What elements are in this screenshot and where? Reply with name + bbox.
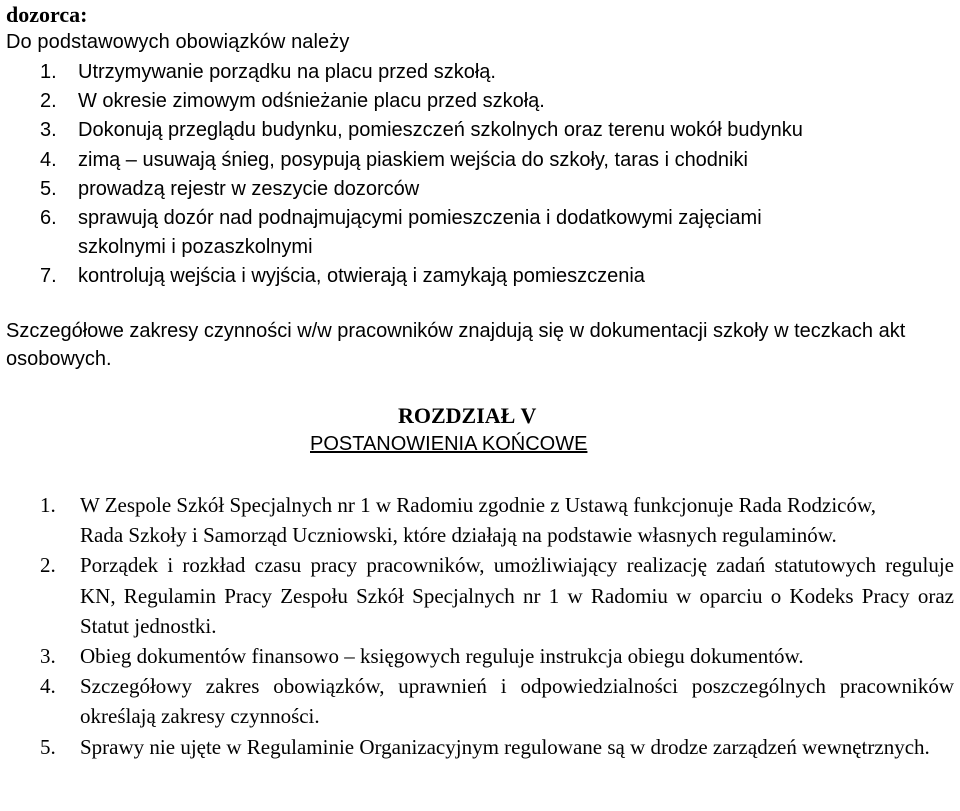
- details-paragraph: Szczegółowe zakresy czynności w/w pracowników znajdują się w dokumentacji szkoły w teczkach akt osobowych.: [6, 320, 906, 370]
- list-item-text: Sprawy nie ujęte w Regulaminie Organizacyjnym regulowane są w drodze zarządzeń wewnętrznych.: [80, 734, 930, 759]
- list-item: [40, 116, 940, 145]
- list-item: [40, 671, 954, 731]
- list-item-text: W okresie zimowym odśnieżanie placu przed szkołą.: [78, 90, 545, 113]
- list-number: 6.: [40, 207, 57, 230]
- list-item: [40, 204, 778, 262]
- list-number: 4.: [40, 674, 56, 699]
- list-item: [40, 262, 940, 291]
- list-number: 2.: [40, 553, 56, 578]
- list-number: 5.: [40, 177, 57, 200]
- list-number: 7.: [40, 265, 57, 288]
- list-number: 4.: [40, 148, 57, 171]
- list-item: [40, 641, 954, 671]
- duties-list: [40, 58, 940, 292]
- duties-intro: Do podstawowych obowiązków należy: [6, 31, 350, 53]
- list-item-text: Dokonują przeglądu budynku, pomieszczeń szkolnych oraz terenu wokół budynku: [78, 119, 803, 142]
- list-item-text: Porządek i rozkład czasu pracy pracowników, umożliwiający realizację zadań statutowych reguluje KN, Regulamin Pracy Zespołu Szkół Specjalnych nr 1 w Radomiu w oparciu o Kodeks Pracy oraz Statut jednostki.: [80, 553, 954, 638]
- list-item-text: W Zespole Szkół Specjalnych nr 1 w Radomiu zgodnie z Ustawą funkcjonuje Rada Rodziców, Rada Szkoły i Samorząd Uczniowski, które działają na podstawie własnych regulaminów.: [80, 493, 877, 548]
- list-item-text: Szczegółowy zakres obowiązków, uprawnień i odpowiedzialności poszczególnych pracowników określają zakresy czynności.: [80, 674, 954, 729]
- chapter-subtitle: POSTANOWIENIA KOŃCOWE: [310, 433, 588, 455]
- list-item-text: Utrzymywanie porządku na placu przed szkołą.: [78, 61, 496, 83]
- list-number: 1.: [40, 493, 56, 517]
- list-number: 3.: [40, 644, 56, 669]
- list-item-text: prowadzą rejestr w zeszycie dozorców: [78, 177, 420, 200]
- list-item: [40, 550, 954, 641]
- provisions-list: [40, 490, 954, 762]
- list-item: [40, 490, 910, 550]
- list-item-text: Obieg dokumentów finansowo – księgowych reguluje instrukcja obiegu dokumentów.: [80, 644, 804, 669]
- list-item-text: kontrolują wejścia i wyjścia, otwierają i zamykają pomieszczenia: [78, 265, 645, 288]
- list-number: 3.: [40, 119, 57, 142]
- list-item: [40, 87, 940, 116]
- list-item: [40, 175, 940, 204]
- section-heading: dozorca:: [6, 2, 88, 27]
- list-item-text: zimą – usuwają śnieg, posypują piaskiem wejścia do szkoły, taras i chodniki: [78, 148, 748, 171]
- list-item-text: sprawują dozór nad podnajmującymi pomieszczenia i dodatkowymi zajęciami szkolnymi i pozaszkolnymi: [78, 207, 762, 259]
- list-item: [40, 732, 954, 762]
- list-number: 1.: [40, 61, 57, 83]
- list-number: 5.: [40, 734, 56, 759]
- chapter-title: ROZDZIAŁ V: [398, 403, 537, 428]
- list-item: [40, 146, 940, 175]
- list-item: [40, 58, 940, 87]
- list-number: 2.: [40, 90, 57, 113]
